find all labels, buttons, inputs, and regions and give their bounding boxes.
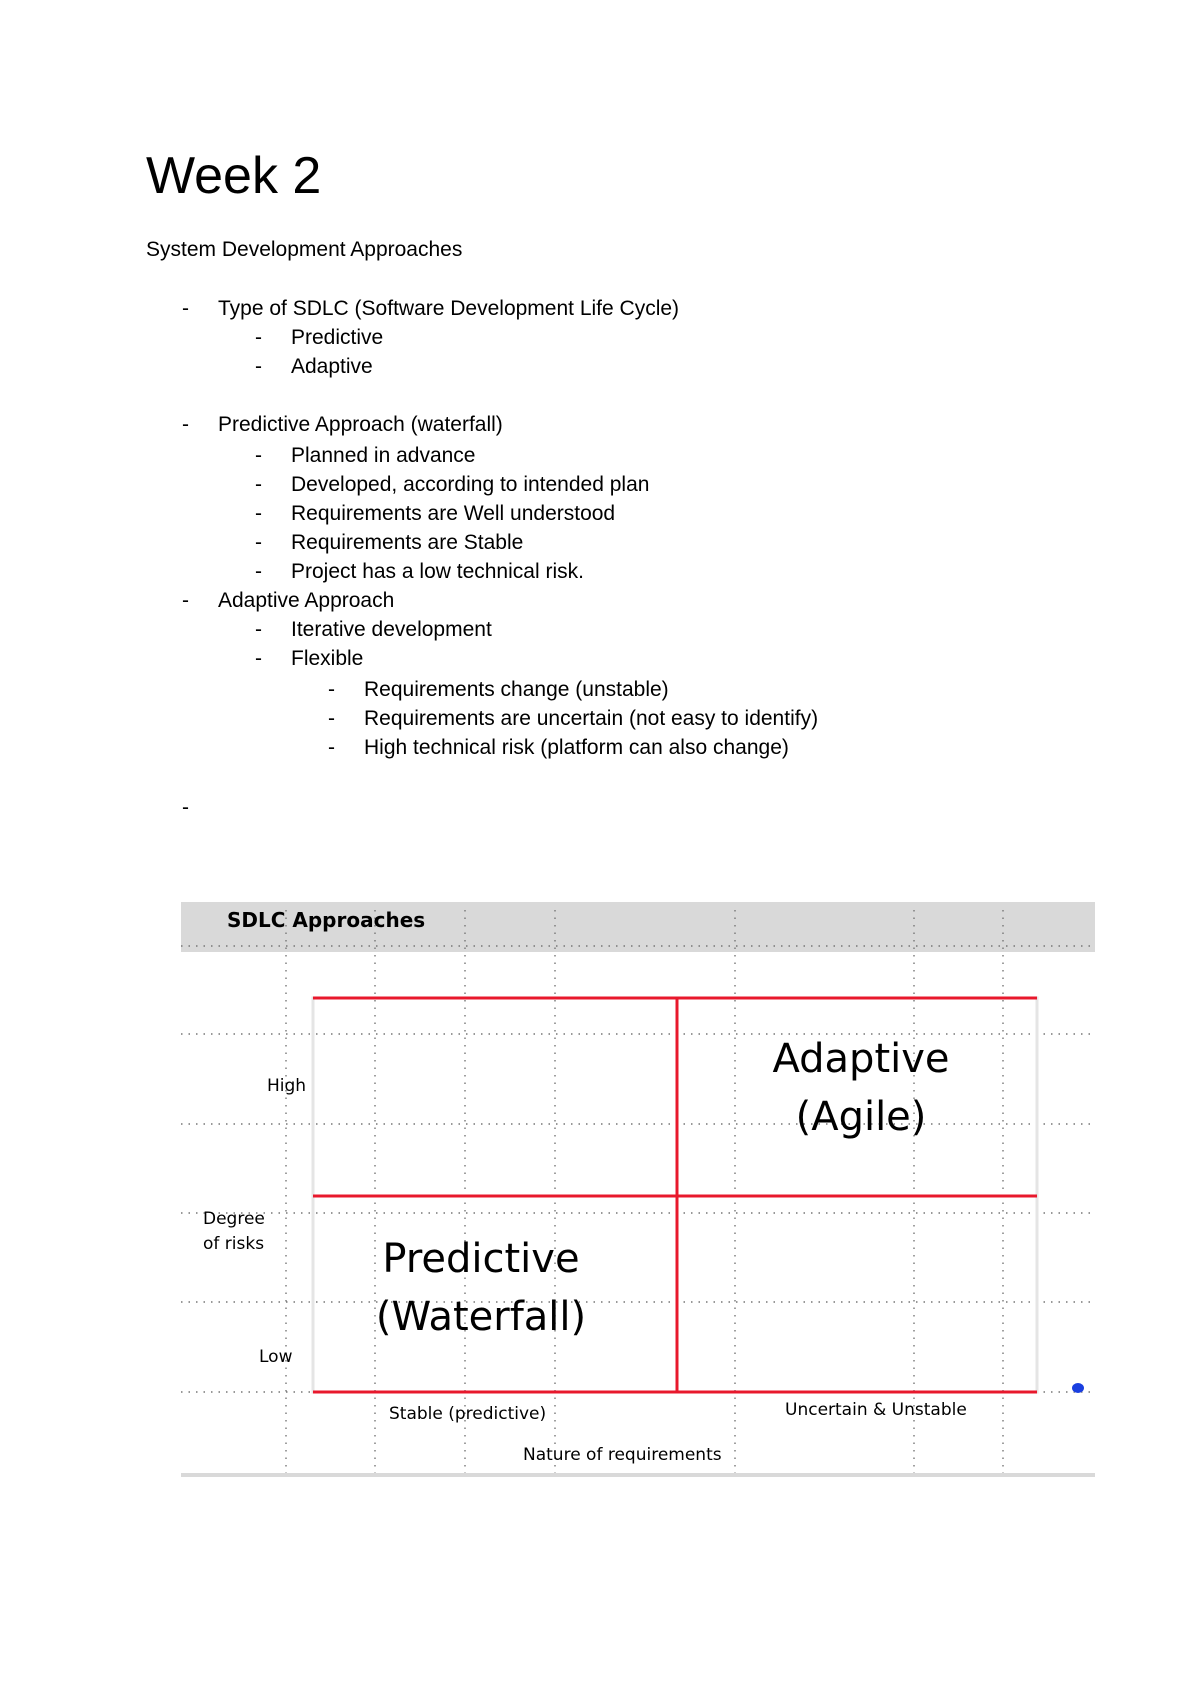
bullet-dash: - <box>328 736 335 759</box>
y-axis-label-line1: Degree <box>203 1209 265 1229</box>
bullet-dash: - <box>255 326 262 349</box>
bullet-dash: - <box>182 297 189 320</box>
y-axis-low-label: Low <box>259 1347 293 1367</box>
list-item-text: Iterative development <box>291 618 492 641</box>
y-axis-label-line2: of risks <box>203 1234 265 1254</box>
list-item-text: Developed, according to intended plan <box>291 473 650 496</box>
page-title: Week 2 <box>146 147 322 205</box>
figure-graphics <box>181 902 1095 1477</box>
list-item-text: Requirements are Stable <box>291 531 524 554</box>
list-item-text: Planned in advance <box>291 444 476 467</box>
list-item-text: Requirements change (unstable) <box>364 678 669 701</box>
bullet-dash: - <box>255 473 262 496</box>
dotted-grid-vertical <box>286 910 1003 1473</box>
bullet-dash: - <box>255 560 262 583</box>
sdlc-approaches-figure <box>181 902 1095 1477</box>
x-axis-uncertain-label: Uncertain & Unstable <box>785 1400 967 1420</box>
list-item-text: Predictive <box>291 326 384 349</box>
x-axis-stable-label: Stable (predictive) <box>389 1404 547 1424</box>
bullet-dash: - <box>255 618 262 641</box>
bullet-dash: - <box>182 796 189 819</box>
bullet-dash: - <box>328 678 335 701</box>
bullet-dash: - <box>182 589 189 612</box>
bullet-dash: - <box>255 444 262 467</box>
bullet-list <box>146 0 1146 860</box>
bullet-dash: - <box>255 647 262 670</box>
list-item-text: Project has a low technical risk. <box>291 560 584 583</box>
quadrant-predictive-label <box>361 1230 601 1346</box>
list-item-text: Adaptive <box>291 355 373 378</box>
section-subtitle: System Development Approaches <box>146 238 463 261</box>
list-item-text: Type of SDLC (Software Development Life Cycle) <box>218 297 680 320</box>
list-item-text: Adaptive Approach <box>218 589 395 612</box>
list-item-text: Requirements are Well understood <box>291 502 616 525</box>
bullet-dash: - <box>182 413 189 436</box>
anchor-dot <box>1072 1383 1084 1393</box>
bullet-dash: - <box>255 355 262 378</box>
bullet-dash: - <box>255 531 262 554</box>
bullet-dash: - <box>255 502 262 525</box>
list-item-text: Predictive Approach (waterfall) <box>218 413 503 436</box>
bullet-dash: - <box>328 707 335 730</box>
quadrant-adaptive-line2: (Agile) <box>795 1094 927 1140</box>
x-axis-label: Nature of requirements <box>523 1445 722 1465</box>
quadrant-adaptive-label <box>741 1030 981 1146</box>
quadrant-predictive-line2: (Waterfall) <box>375 1294 587 1340</box>
list-item-text: High technical risk (platform can also change) <box>364 736 789 759</box>
quadrant-adaptive-line1: Adaptive <box>772 1036 950 1082</box>
list-item-text: Requirements are uncertain (not easy to identify) <box>364 707 819 730</box>
figure-header-title: SDLC Approaches <box>227 908 426 932</box>
list-item-text: Flexible <box>291 647 364 670</box>
dotted-grid-horizontal <box>181 946 1095 1392</box>
figure-bottom-border <box>181 1473 1095 1477</box>
quadrant-predictive-line1: Predictive <box>382 1236 580 1282</box>
y-axis-high-label: High <box>267 1076 307 1096</box>
